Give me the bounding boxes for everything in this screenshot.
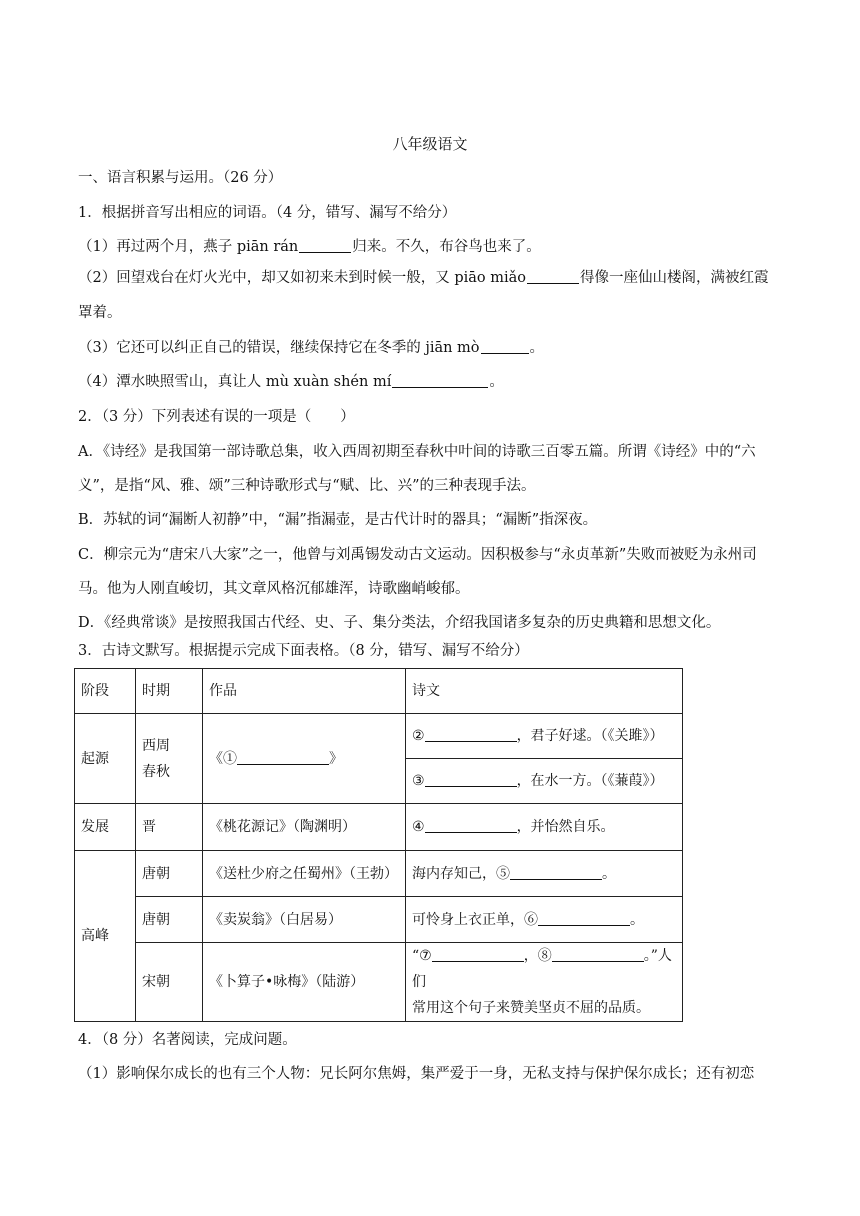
work-cell: 《送杜少府之任蜀州》（王勃）	[203, 851, 406, 897]
item-text: （4）潭水映照雪山，真让人 mù xuàn shén mí	[78, 374, 392, 390]
answer-blank[interactable]	[481, 338, 529, 354]
header-period: 时期	[136, 669, 203, 714]
poem-text: ，君子好逑。（《关雎》）	[516, 728, 664, 744]
period-line: 春秋	[142, 763, 170, 780]
period-cell: 晋	[136, 804, 203, 851]
poem-text: ，并怡然自乐。	[516, 819, 615, 835]
poem-text: “⑦	[412, 948, 432, 964]
answer-blank[interactable]	[299, 237, 351, 253]
answer-blank[interactable]	[392, 372, 488, 388]
poetry-table	[74, 668, 683, 1022]
page-title: 八年级语文	[392, 135, 468, 153]
item-text: （1）再过两个月，燕子 piān rán	[78, 239, 299, 255]
answer-blank[interactable]	[425, 817, 517, 833]
header-poem: 诗文	[406, 669, 683, 714]
item-text: （3）它还可以纠正自己的错误，继续保持它在冬季的 jiān mò	[78, 340, 480, 356]
answer-blank[interactable]	[425, 771, 517, 787]
header-stage: 阶段	[75, 669, 136, 714]
poem-cell	[406, 714, 683, 759]
period-cell: 宋朝	[136, 943, 203, 1022]
option-d: D．《经典常谈》是按照我国古代经、史、子、集分类法，介绍我国诸多复杂的历史典籍和思想文化。	[78, 615, 721, 631]
poem-line	[412, 943, 676, 995]
stage-cell: 起源	[75, 714, 136, 804]
period-line: 西周	[142, 737, 170, 754]
section-heading: 一、语言积累与运用。（26 分）	[78, 170, 283, 186]
answer-blank[interactable]	[425, 726, 517, 742]
poem-text: ④	[412, 819, 425, 835]
item-text: 。	[489, 374, 504, 390]
table-row	[75, 851, 683, 897]
work-cell: 《桃花源记》（陶渊明）	[203, 804, 406, 851]
poem-cell	[406, 943, 683, 1022]
header-work: 作品	[203, 669, 406, 714]
poem-cell	[406, 897, 683, 943]
option-c-line-1: C．柳宗元为“唐宋八大家”之一，他曾与刘禹锡发动古文运动。因积极参与“永贞革新”失败而被贬为永州司	[78, 547, 757, 563]
question-1-item-2	[78, 268, 788, 288]
option-b: B．苏轼的词“漏断人初静”中，“漏”指漏壶，是古代计时的器具；“漏断”指深夜。	[78, 512, 598, 528]
question-1-item-4	[78, 372, 788, 392]
answer-blank[interactable]	[510, 864, 602, 880]
answer-blank[interactable]	[538, 910, 630, 926]
poem-text: 。	[602, 865, 616, 882]
poem-text: ②	[412, 728, 425, 744]
item-text: 归来。不久，布谷鸟也来了。	[352, 239, 541, 255]
stage-cell: 高峰	[75, 851, 136, 1022]
table-row	[75, 804, 683, 851]
poem-text: 可怜身上衣正单，⑥	[412, 911, 538, 928]
table-row	[75, 897, 683, 943]
answer-blank[interactable]	[552, 946, 644, 962]
poem-cell	[406, 759, 683, 804]
question-1-stem: 1．根据拼音写出相应的词语。（4 分，错写、漏写不给分）	[78, 205, 457, 221]
item-text: 得像一座仙山楼阁，满被红霞	[580, 270, 769, 286]
item-text: 。	[529, 340, 545, 356]
option-c-line-2: 马。他为人刚直峻切，其文章风格沉郁雄浑，诗歌幽峭峻郁。	[78, 581, 470, 597]
option-a-line-2: 义”，是指“风、雅、颂”三种诗歌形式与“赋、比、兴”的三种表现手法。	[78, 478, 536, 494]
question-1-item-2-cont: 罩着。	[78, 305, 122, 321]
table-row	[75, 714, 683, 759]
option-a-line-1: A．《诗经》是我国第一部诗歌总集，收入西周初期至春秋中叶间的诗歌三百零五篇。所谓《诗经》中的“六	[78, 444, 756, 460]
work-cell: 《卜算子•咏梅》（陆游）	[203, 943, 406, 1022]
period-cell: 唐朝	[136, 897, 203, 943]
poem-cell	[406, 851, 683, 897]
poem-text: ，在水一方。（《蒹葭》）	[516, 773, 664, 789]
poem-text: 。”人们	[412, 948, 672, 990]
period-cell: 唐朝	[136, 851, 203, 897]
work-text: 《①	[209, 750, 237, 767]
work-cell: 《卖炭翁》（白居易）	[203, 897, 406, 943]
poem-text: ，⑧	[523, 948, 552, 964]
poem-text: 。	[630, 911, 644, 928]
stage-cell: 发展	[75, 804, 136, 851]
question-4-item-1: （1）影响保尔成长的也有三个人物：兄长阿尔焦姆，集严爱于一身，无私支持与保护保尔成长；还有初恋	[78, 1066, 755, 1082]
item-text: （2）回望戏台在灯火光中，却又如初来未到时候一般，又 piāo miǎo	[78, 270, 526, 286]
table-row	[75, 943, 683, 1022]
work-text: 》	[329, 750, 343, 767]
answer-blank[interactable]	[237, 749, 329, 765]
work-cell	[203, 714, 406, 804]
question-1-item-1	[78, 237, 788, 257]
period-cell	[136, 714, 203, 804]
answer-blank[interactable]	[432, 946, 524, 962]
poem-text: 海内存知己，⑤	[412, 865, 510, 882]
poem-line: 常用这个句子来赞美坚贞不屈的品质。	[412, 1000, 650, 1016]
poem-cell	[406, 804, 683, 851]
table-header-row	[75, 669, 683, 714]
answer-blank[interactable]	[527, 268, 579, 284]
question-1-item-3	[78, 338, 788, 358]
question-2-stem: 2．（3 分）下列表述有误的一项是（ ）	[78, 409, 355, 425]
question-3-stem: 3．古诗文默写。根据提示完成下面表格。（8 分，错写、漏写不给分）	[78, 643, 529, 659]
poem-text: ③	[412, 773, 425, 789]
question-4-stem: 4．（8 分）名著阅读，完成问题。	[78, 1032, 297, 1048]
